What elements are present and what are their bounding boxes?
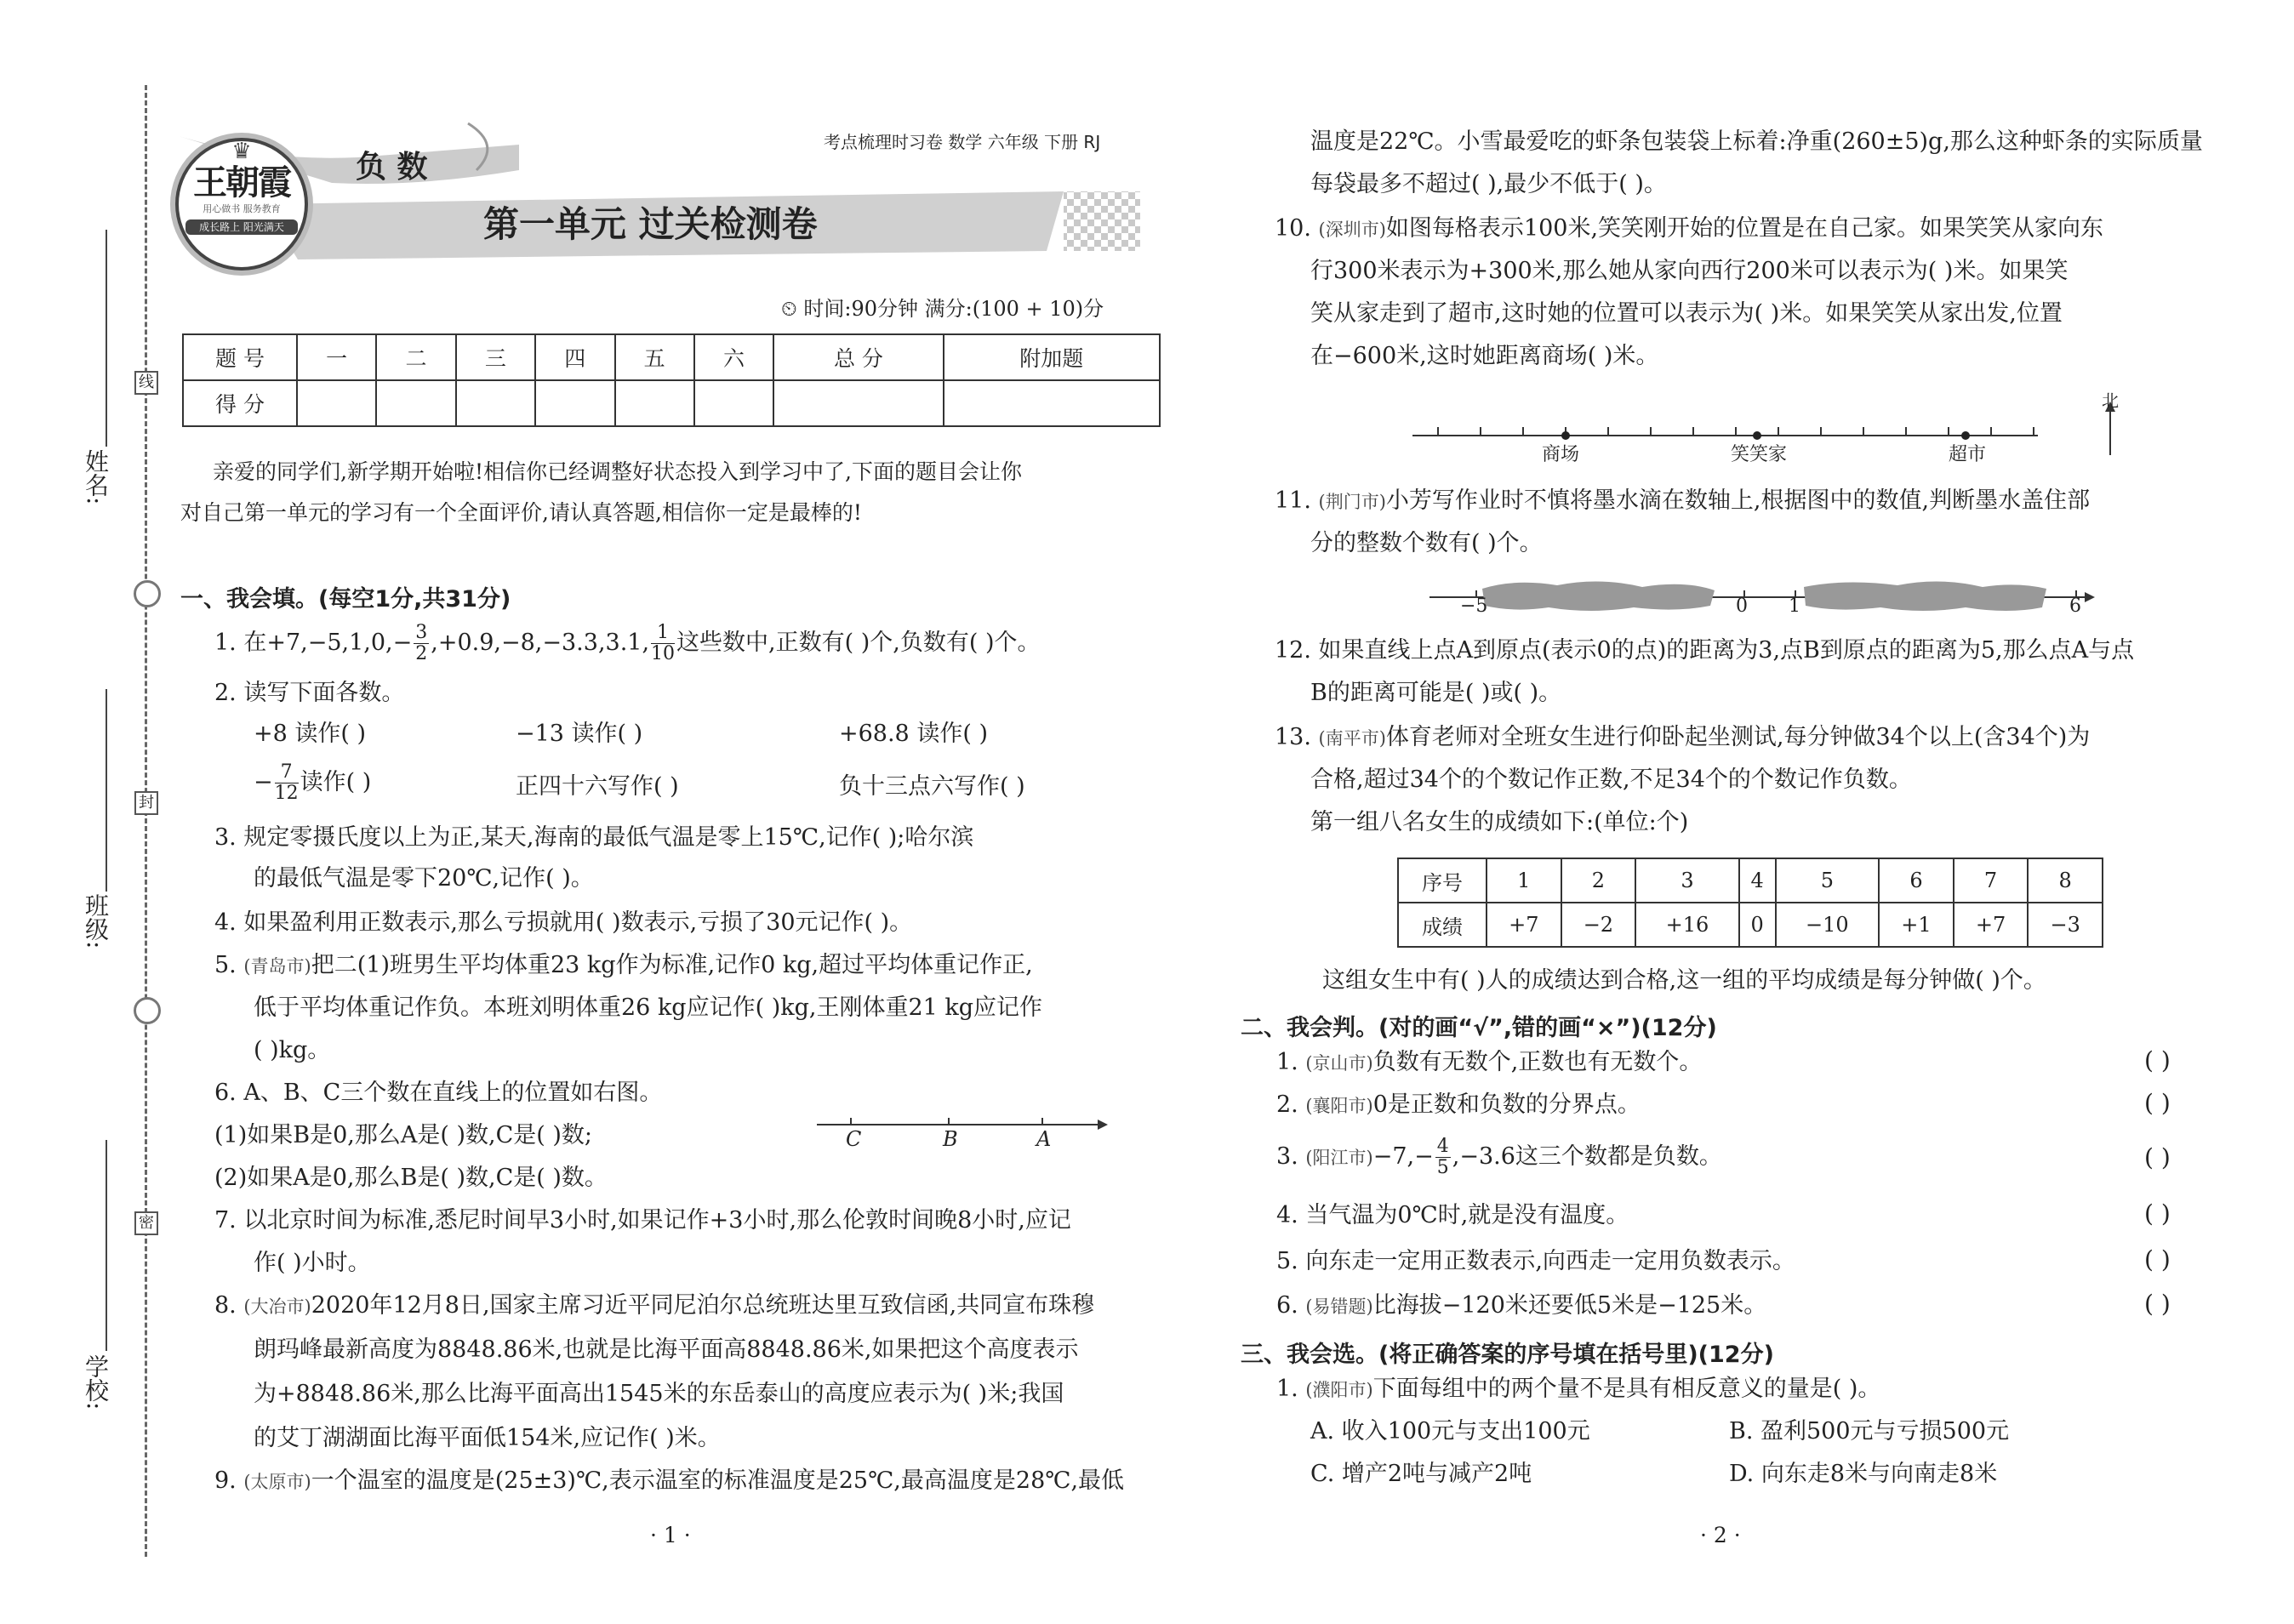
q13-header-cell: 5 bbox=[1776, 858, 1880, 903]
question-2-item-1: +8 读作( ) bbox=[254, 721, 367, 747]
judge-5: 5. 向东走一定用正数表示,向西走一定用负数表示。 bbox=[1276, 1248, 1795, 1274]
intro-line-2: 对自己第一单元的学习有一个全面评价,请认真答题,相信你一定是最棒的! bbox=[180, 500, 862, 525]
question-2-item-3: +68.8 读作( ) bbox=[839, 721, 988, 747]
question-9-line-3: 每袋最多不超过( ),最少不低于( )。 bbox=[1310, 171, 1667, 197]
question-5-line-1: 5. (青岛市)把二(1)班男生平均体重23 kg作为标准,记作0 kg,超过平均体重记作正, bbox=[214, 952, 1033, 978]
question-2-item-2: −13 读作( ) bbox=[516, 721, 643, 747]
section3-title: 三、我会选。(将正确答案的序号填在括号里)(12分) bbox=[1241, 1342, 1774, 1368]
q10-label-home: 笑笑家 bbox=[1731, 444, 1788, 465]
score-input-cell[interactable] bbox=[944, 380, 1160, 426]
fraction-1-10: $\frac{1}{10}$ bbox=[651, 622, 676, 664]
score-header-cell: 四 bbox=[535, 334, 614, 380]
judge-answer-3[interactable]: ( ) bbox=[2144, 1143, 2171, 1171]
q13-data-cell: +1 bbox=[1879, 903, 1954, 947]
school-label: 学校: bbox=[82, 1354, 110, 1410]
score-header-cell: 附加题 bbox=[944, 334, 1160, 380]
question-11-line-2: 分的整数个数有( )个。 bbox=[1310, 530, 1543, 556]
q13-table-data-row bbox=[1398, 903, 2103, 947]
brand-sub: 用心做书 服务教育 bbox=[203, 203, 281, 214]
question-9-line-2: 温度是22℃。小雪最爱吃的虾条包装袋上标着:净重(260±5)g,那么这种虾条的实际质量 bbox=[1310, 128, 2203, 155]
school-underline bbox=[106, 1140, 107, 1351]
fraction-3-2: $\frac{3}{2}$ bbox=[415, 622, 428, 664]
binding-ornament-1 bbox=[134, 580, 161, 607]
option-d: D. 向东走8米与向南走8米 bbox=[1729, 1461, 1998, 1487]
q10-label-supermarket: 超市 bbox=[1949, 444, 1987, 465]
judge-answer-1[interactable]: ( ) bbox=[2144, 1046, 2171, 1074]
unit-title: 第一单元 过关检测卷 bbox=[483, 203, 818, 245]
score-table-header-row bbox=[183, 334, 1160, 380]
judge-1: 1. (京山市)负数有无数个,正数也有无数个。 bbox=[1276, 1049, 1703, 1075]
q13-header-cell: 1 bbox=[1487, 858, 1561, 903]
q13-data-cell: −3 bbox=[2028, 903, 2103, 947]
q13-data-cell: −2 bbox=[1561, 903, 1636, 947]
q13-data-cell: −10 bbox=[1776, 903, 1880, 947]
judge-6: 6. (易错题)比海拔−120米还要低5米是−125米。 bbox=[1276, 1292, 1767, 1319]
question-8-line-1: 8. (大冶市)2020年12月8日,国家主席习近平同尼泊尔总统班达里互致信函,共同宣布珠穆 bbox=[214, 1292, 1095, 1319]
question-5-line-2: 低于平均体重记作负。本班刘明体重26 kg应记作( )kg,王刚体重21 kg应记作 bbox=[254, 994, 1043, 1021]
option-a: A. 收入100元与支出100元 bbox=[1310, 1418, 1590, 1445]
binding-ornament-2 bbox=[134, 997, 161, 1024]
score-header-cell: 五 bbox=[615, 334, 694, 380]
ink-blot-left bbox=[1482, 581, 1715, 611]
question-3-line-2: 的最低气温是零下20℃,记作( )。 bbox=[254, 865, 594, 892]
binding-dashed-line bbox=[145, 85, 147, 1557]
brand-motto: 成长路上 阳光满天 bbox=[185, 219, 298, 235]
name-label: 姓名: bbox=[82, 449, 110, 505]
q11-label-6: 6 bbox=[2069, 595, 2081, 617]
question-13-line-3: 第一组八名女生的成绩如下:(单位:个) bbox=[1310, 809, 1689, 835]
question-7-line-2: 作( )小时。 bbox=[254, 1250, 371, 1276]
brand-logo bbox=[175, 138, 308, 271]
q13-data-cell: 0 bbox=[1739, 903, 1776, 947]
q6-label-b: B bbox=[943, 1127, 958, 1151]
question-10-line-3: 笑从家走到了超市,这时她的位置可以表示为( )米。如果笑笑从家出发,位置 bbox=[1310, 300, 2063, 327]
binding-mark-line: 线 bbox=[134, 371, 158, 395]
score-header-cell: 六 bbox=[694, 334, 773, 380]
question-11-number-line bbox=[1421, 570, 2102, 621]
score-input-cell[interactable] bbox=[297, 380, 376, 426]
score-input-cell[interactable] bbox=[535, 380, 614, 426]
judge-answer-5[interactable]: ( ) bbox=[2144, 1245, 2171, 1274]
question-3-line-1: 3. 规定零摄氏度以上为正,某天,海南的最低气温是零上15℃,记作( );哈尔滨 bbox=[214, 824, 974, 851]
question-8-line-2: 朗玛峰最新高度为8848.86米,也就是比海平面高8848.86米,如果把这个高度表示 bbox=[254, 1336, 1079, 1363]
binding-mark-seal: 封 bbox=[134, 791, 158, 815]
section2-title: 二、我会判。(对的画“√”,错的画“×”)(12分) bbox=[1241, 1015, 1717, 1041]
brand-name: 王朝霞 bbox=[193, 162, 290, 202]
score-input-cell[interactable] bbox=[456, 380, 535, 426]
question-10-line-1: 10. (深圳市)如图每格表示100米,笑笑刚开始的位置是在自己家。如果笑笑从家向东 bbox=[1275, 215, 2104, 242]
fraction-4-5: $\frac{4}{5}$ bbox=[1436, 1136, 1449, 1178]
question-1: 1. 在+7,−5,1,0,− $\frac{3}{2}$ ,+0.9,−8,−3.3,3.1, $\frac{1}{10}$ 这些数中,正数有( )个,负数有( )个。 bbox=[214, 622, 1041, 664]
clock-icon: ⏲ bbox=[781, 297, 797, 321]
question-6-part-2: (2)如果A是0,那么B是( )数,C是( )数。 bbox=[214, 1165, 608, 1191]
question-2: 2. 读写下面各数。 bbox=[214, 680, 405, 706]
page-number-1: · 1 · bbox=[650, 1523, 691, 1547]
q10-label-mall: 商场 bbox=[1542, 444, 1580, 465]
option-b: B. 盈利500元与亏损500元 bbox=[1729, 1418, 2010, 1445]
question-7-line-1: 7. 以北京时间为标准,悉尼时间早3小时,如果记作+3小时,那么伦敦时间晚8小时,应记 bbox=[214, 1207, 1071, 1234]
question-2-item-5: 正四十六写作( ) bbox=[516, 773, 679, 800]
question-12-line-2: B的距离可能是( )或( )。 bbox=[1310, 680, 1562, 706]
q10-north-label: 北 bbox=[2102, 390, 2119, 411]
question-12-line-1: 12. 如果直线上点A到原点(表示0的点)的距离为3,点B到原点的距离为5,那么点A与点 bbox=[1275, 637, 2135, 664]
score-input-cell[interactable] bbox=[376, 380, 455, 426]
question-2-item-4: − $\frac{7}{12}$ 读作( ) bbox=[254, 761, 372, 804]
question-4: 4. 如果盈利用正数表示,那么亏损就用( )数表示,亏损了30元记作( )。 bbox=[214, 909, 913, 936]
ink-blot-right bbox=[1804, 581, 2046, 611]
question-5-line-3: ( )kg。 bbox=[254, 1037, 331, 1063]
q6-label-a: A bbox=[1036, 1127, 1052, 1151]
score-header-cell: 二 bbox=[376, 334, 455, 380]
intro-line-1: 亲爱的同学们,新学期开始啦!相信你已经调整好状态投入到学习中了,下面的题目会让你 bbox=[213, 459, 1022, 484]
question-13-line-4: 这组女生中有( )人的成绩达到合格,这一组的平均成绩是每分钟做( )个。 bbox=[1322, 967, 2046, 994]
score-input-cell[interactable] bbox=[773, 380, 943, 426]
judge-answer-4[interactable]: ( ) bbox=[2144, 1199, 2171, 1228]
question-6-part-1: (1)如果B是0,那么A是( )数,C是( )数; bbox=[214, 1122, 592, 1148]
q13-header-cell: 4 bbox=[1739, 858, 1776, 903]
q11-label-1: 1 bbox=[1789, 595, 1800, 617]
score-input-cell[interactable] bbox=[694, 380, 773, 426]
class-label: 班级: bbox=[82, 893, 110, 949]
question-13-line-1: 13. (南平市)体育老师对全班女生进行仰卧起坐测试,每分钟做34个以上(含34个)为 bbox=[1275, 724, 2091, 750]
q13-table-header-row bbox=[1398, 858, 2103, 903]
question-11-line-1: 11. (荆门市)小芳写作业时不慎将墨水滴在数轴上,根据图中的数值,判断墨水盖住部 bbox=[1275, 487, 2091, 514]
fraction-7-12: $\frac{7}{12}$ bbox=[274, 761, 299, 804]
q13-header-cell: 8 bbox=[2028, 858, 2103, 903]
q11-label-neg5: −5 bbox=[1460, 595, 1488, 617]
question-10-line-4: 在−600米,这时她距离商场( )米。 bbox=[1310, 343, 1659, 369]
section1-title: 一、我会填。(每空1分,共31分) bbox=[180, 586, 511, 613]
q6-label-c: C bbox=[846, 1127, 862, 1151]
score-input-cell[interactable] bbox=[615, 380, 694, 426]
q11-label-0: 0 bbox=[1736, 595, 1748, 617]
score-header-cell: 题 号 bbox=[183, 334, 297, 380]
topic-title: 负 数 bbox=[356, 150, 428, 185]
score-table-score-row bbox=[183, 380, 1160, 426]
q13-data-cell: +16 bbox=[1635, 903, 1739, 947]
brand-crown-icon: ♛ bbox=[231, 139, 252, 164]
q13-score-table bbox=[1397, 858, 2103, 948]
judge-2: 2. (襄阳市)0是正数和负数的分界点。 bbox=[1276, 1091, 1641, 1118]
judge-3: 3. (阳江市)−7,− $\frac{4}{5}$ ,−3.6这三个数都是负数。 bbox=[1276, 1136, 1722, 1178]
q13-header-cell: 序号 bbox=[1398, 858, 1487, 903]
class-underline bbox=[106, 689, 107, 892]
option-c: C. 增产2吨与减产2吨 bbox=[1310, 1461, 1532, 1487]
q13-header-cell: 6 bbox=[1879, 858, 1954, 903]
question-8-line-3: 为+8848.86米,那么比海平面高出1545米的东岳泰山的高度应表示为( )米;我国 bbox=[254, 1381, 1064, 1407]
header-info: 考点梳理时习卷 数学 六年级 下册 RJ bbox=[824, 132, 1101, 152]
question-6: 6. A、B、C三个数在直线上的位置如右图。 bbox=[214, 1080, 663, 1106]
q13-header-cell: 7 bbox=[1954, 858, 2029, 903]
question-13-line-2: 合格,超过34个的个数记作正数,不足34个的个数记作负数。 bbox=[1310, 766, 1912, 793]
q13-data-cell: 成绩 bbox=[1398, 903, 1487, 947]
question-10-line-2: 行300米表示为+300米,那么她从家向西行200米可以表示为( )米。如果笑 bbox=[1310, 258, 2069, 284]
score-table bbox=[182, 333, 1161, 427]
header-banner bbox=[162, 111, 1140, 272]
page-number-2: · 2 · bbox=[1700, 1523, 1741, 1547]
q13-data-cell: +7 bbox=[1487, 903, 1561, 947]
name-underline bbox=[106, 230, 107, 447]
score-label-cell: 得 分 bbox=[183, 380, 297, 426]
binding-mark-secret: 密 bbox=[134, 1211, 158, 1235]
judge-answer-6[interactable]: ( ) bbox=[2144, 1290, 2171, 1318]
score-header-cell: 一 bbox=[297, 334, 376, 380]
question-9-line-1: 9. (太原市)一个温室的温度是(25±3)℃,表示温室的标准温度是25℃,最高温度是28℃,最低 bbox=[214, 1467, 1125, 1494]
question-2-item-6: 负十三点六写作( ) bbox=[839, 773, 1025, 800]
score-header-cell: 三 bbox=[456, 334, 535, 380]
q13-data-cell: +7 bbox=[1954, 903, 2029, 947]
time-score: ⏲ 时间:90分钟 满分:(100 + 10)分 bbox=[781, 297, 1104, 321]
choice-1: 1. (濮阳市)下面每组中的两个量不是具有相反意义的量是( )。 bbox=[1276, 1376, 1881, 1402]
judge-4: 4. 当气温为0℃时,就是没有温度。 bbox=[1276, 1202, 1629, 1228]
score-header-cell: 总 分 bbox=[773, 334, 943, 380]
judge-answer-2[interactable]: ( ) bbox=[2144, 1089, 2171, 1117]
q13-header-cell: 3 bbox=[1635, 858, 1739, 903]
question-8-line-4: 的艾丁湖湖面比海平面低154米,应记作( )米。 bbox=[254, 1425, 721, 1451]
q13-header-cell: 2 bbox=[1561, 858, 1636, 903]
